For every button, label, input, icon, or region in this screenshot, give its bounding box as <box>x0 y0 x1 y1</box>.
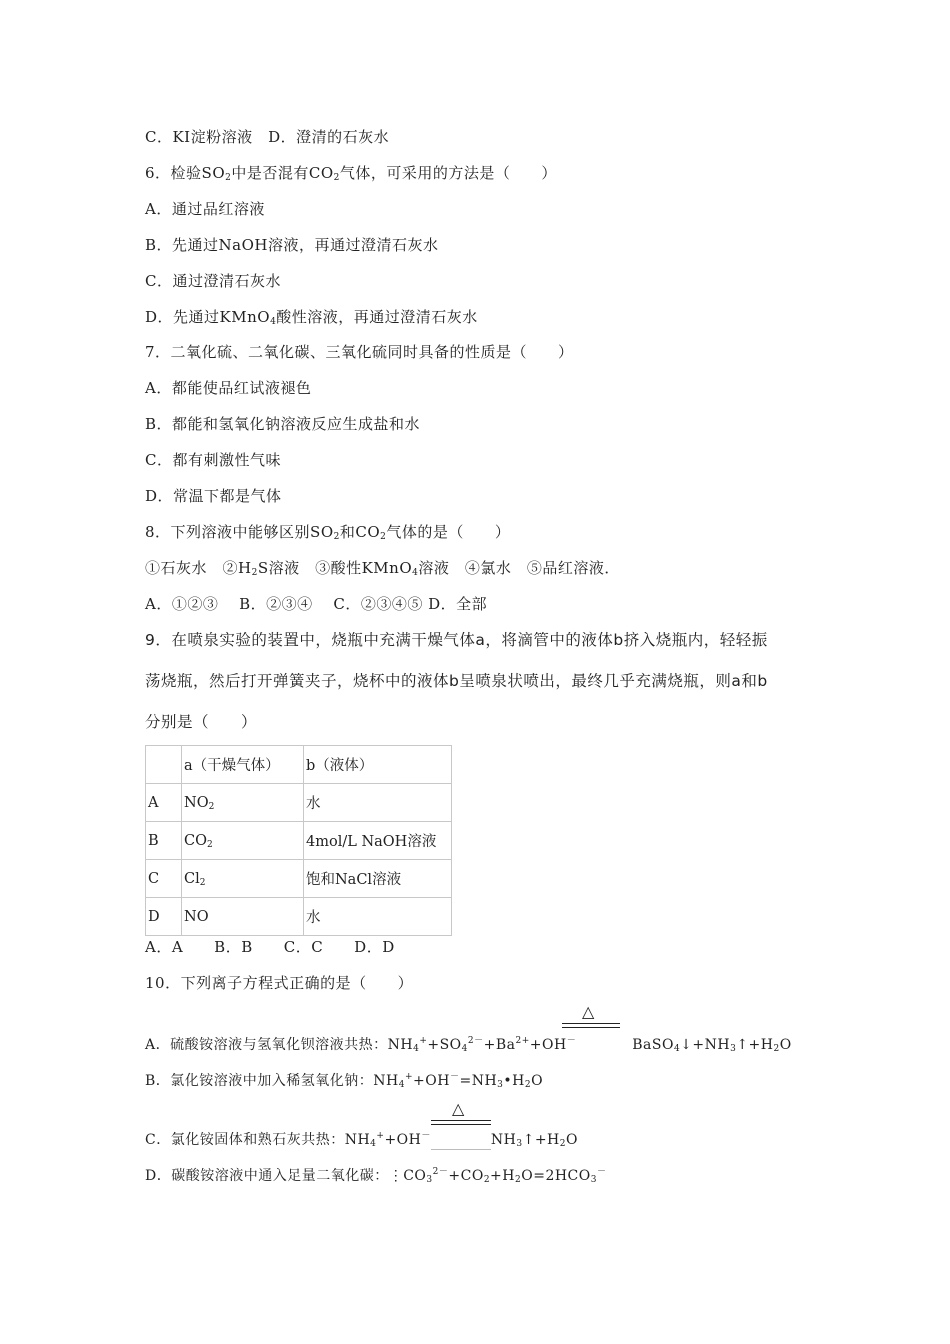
heating-condition-c <box>431 1100 491 1126</box>
table-cell-liquid: 饱和NaCl溶液 <box>304 860 452 898</box>
equation-bar <box>431 1124 491 1125</box>
equation-bar <box>562 1023 620 1024</box>
q9-table <box>145 745 452 936</box>
table-row <box>146 822 452 860</box>
q6-option-c: C．通过澄清石灰水 <box>145 272 281 290</box>
table-row <box>146 784 452 822</box>
q10-option-d: D．碳酸铵溶液中通入足量二氧化碳：$⋮CO_3^{2-}+CO_2+H_2O=2HCO_3^-$ <box>145 1167 607 1185</box>
equation-bar <box>562 1027 620 1028</box>
q7-stem: 7．二氧化硫、二氧化碳、三氧化硫同时具备的性质是（ ） <box>145 343 574 361</box>
table-cell-gas: $NO_2$ <box>182 784 304 822</box>
table-header-b: b（液体） <box>304 746 452 784</box>
table-cell-gas: $CO_2$ <box>182 822 304 860</box>
q10-option-c: C．氯化铵固体和熟石灰共热：$NH_4^++OH^-$ $NH_3↑+H_2O$ <box>145 1131 578 1149</box>
q7-option-b: B．都能和氢氧化钠溶液反应生成盐和水 <box>145 415 421 433</box>
delta-icon: △ <box>582 1002 595 1021</box>
q7-option-c: C．都有刺激性气味 <box>145 451 281 469</box>
q9-stem-line2: 荡烧瓶，然后打开弹簧夹子，烧杯中的液体b呈喷泉状喷出，最终几乎充满烧瓶，则a和b <box>145 672 768 690</box>
table-cell-liquid: 4mol/L NaOH溶液 <box>304 822 452 860</box>
q10-option-b: B．氯化铵溶液中加入稀氢氧化钠：$NH_4^++OH^-=NH_3•H_2O$ <box>145 1072 544 1090</box>
table-row <box>146 898 452 936</box>
table-cell-liquid: 水 <box>304 898 452 936</box>
q5-options-cd: C．KI淀粉溶液 D．澄清的石灰水 <box>145 128 390 146</box>
table-cell-key: A <box>146 784 182 822</box>
table-row <box>146 860 452 898</box>
q8-stem: 8．下列溶液中能够区别$SO_2$和$CO_2$气体的是（ ） <box>145 523 511 542</box>
delta-icon: △ <box>452 1099 465 1118</box>
table-cell-gas: $Cl_2$ <box>182 860 304 898</box>
table-cell-liquid: 水 <box>304 784 452 822</box>
table-header-row <box>146 746 452 784</box>
table-cell-key: D <box>146 898 182 936</box>
q6-option-d: D．先通过KMnO$_4$酸性溶液，再通过澄清石灰水 <box>145 308 478 327</box>
table-cell-key: C <box>146 860 182 898</box>
q6-option-b: B．先通过NaOH溶液，再通过澄清石灰水 <box>145 236 439 254</box>
q9-stem-line1: 9．在喷泉实验的装置中，烧瓶中充满干燥气体a，将滴管中的液体b挤入烧瓶内，轻轻振 <box>145 631 768 649</box>
q9-answers: A．A B．B C．C D．D <box>145 938 395 956</box>
q10-option-a: A．硫酸铵溶液与氢氧化钡溶液共热：$NH_4^++SO_4^{2-}+Ba^{2+}+OH^-$ $BaSO_4↓+NH_3↑+H_2O$ <box>145 1036 792 1054</box>
table-header-a: a（干燥气体） <box>182 746 304 784</box>
q8-answers: A．①②③ B．②③④ C．②③④⑤ D．全部 <box>145 595 488 613</box>
table-cell-gas: NO <box>182 898 304 936</box>
equation-bar <box>431 1120 491 1121</box>
q7-option-a: A．都能使品红试液褪色 <box>145 379 312 397</box>
q8-items: ①石灰水 $②H_2S$溶液 ③酸性KMnO$_4$溶液 ④氯水 ⑤品红溶液． <box>145 559 620 578</box>
q9-stem-line3: 分别是（ ） <box>145 713 258 731</box>
q6-option-a: A．通过品红溶液 <box>145 200 265 218</box>
q7-option-d: D．常温下都是气体 <box>145 487 282 505</box>
q10-stem: 10．下列离子方程式正确的是（ ） <box>145 974 414 992</box>
q6-stem: 6．检验$SO_2$中是否混有$CO_2$气体，可采用的方法是（ ） <box>145 164 557 183</box>
table-cell-key: B <box>146 822 182 860</box>
table-cell <box>146 746 182 784</box>
heating-condition-a <box>562 1003 620 1029</box>
